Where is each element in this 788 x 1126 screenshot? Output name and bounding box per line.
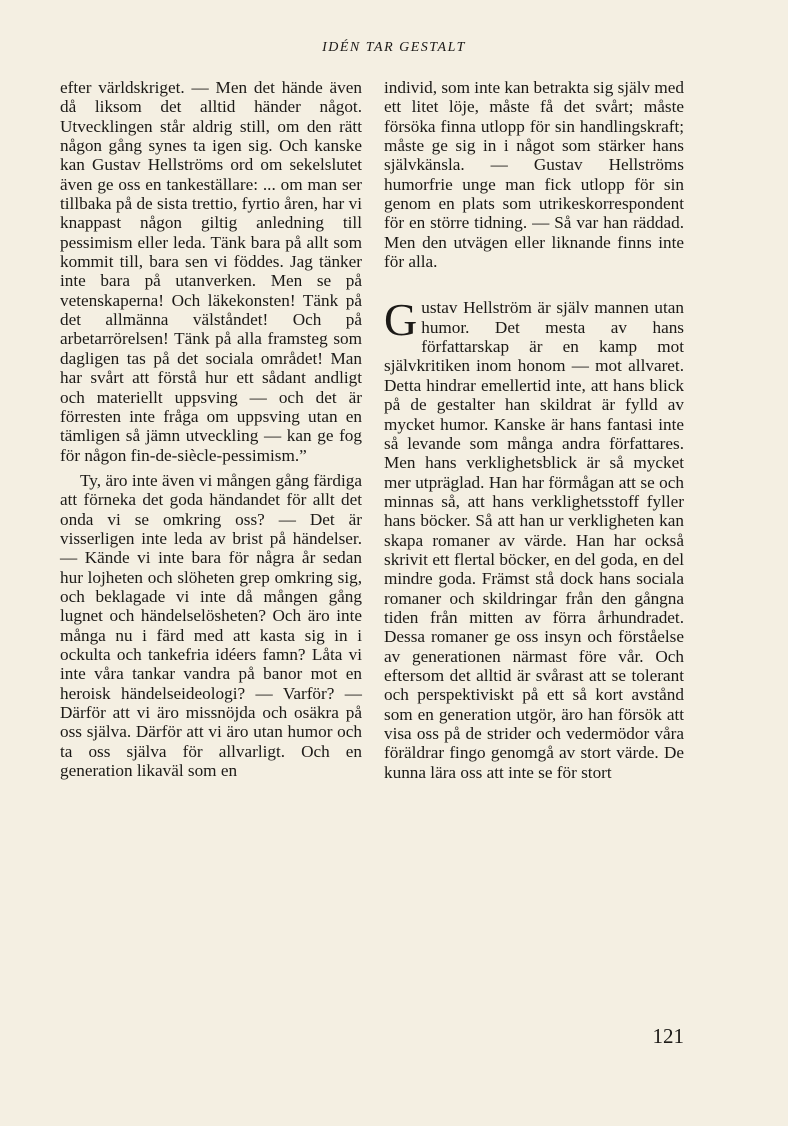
right-column [384, 78, 684, 782]
page-number: 121 [652, 1024, 684, 1048]
right-paragraph-2 [384, 294, 684, 782]
right-paragraph-2-text: ustav Hellström är själv mannen utan humor. Det mesta av hans författarskap är en kamp mot självkritiken inom honom — mot allvaret. Detta hindrar emellertid inte, att hans blick på de gestalter han skildrat är fylld av mycket humor. Kanske är hans fantasi inte så levande som många andra författares. Men hans verklighetsblick är så mycket mer utpräglad. Han har förmågan att se och minnas så, att hans verklighetsstoff fyller hans böcker. Så att han ur verkligheten kan skapa romaner av värde. Han har också skrivit ett flertal böcker, en del goda, en del mindre goda. Främst stå dock hans sociala romaner och skildringar från den gångna tiden från mitten av förra århundradet. Dessa romaner ge oss insyn och förståelse av generationen närmast före vår. Och eftersom det alltid är svårast att se tolerant och perspektiviskt på ett så kort avstånd som en generation utgör, äro han försök att visa oss på de strider och vedermödor våra föräldrar fingo genomgå av stort värde. De kunna lära oss att inte se för stort [384, 298, 684, 782]
right-paragraph-1: individ, som inte kan betrakta sig själv med ett litet löje, måste få det svårt; måste försöka finna utlopp för sin handlingskraft; måste ge sig in i något som stärker hans självkänsla. — Gustav Hellströms humorfrie unge man fick utlopp för sin genom en plats som utrikeskorrespondent för en större tidning. — Så var han räddad. Men den utvägen eller liknande finns inte för alla. [384, 78, 684, 272]
left-paragraph-2: Ty, äro inte även vi mången gång färdiga att förneka det goda händandet för allt det onda vi se omkring oss? — Det är visserligen inte leda av brist på händelser. — Kände vi inte bara för några år sedan hur lojheten och slöheten grep omkring sig, och beklagade vi inte då mången gång lugnet och händelselösheten? Och äro inte många nu i färd med att kasta sig in i ockulta och tankefria idéers famn? Låta vi inte våra tankar vandra på banor mot en heroisk händelseideologi? — Varför? — Därför att vi äro missnöjda och osäkra på oss själva. Därför att vi äro utan humor och ta oss själva för allvarligt. Och en generation likaväl som en [60, 470, 362, 781]
left-paragraph-1: efter världskriget. — Men det hände även då liksom det alltid händer något. Utvecklingen står aldrig still, om den rätt någon gång synes ta igen sig. Och kanske kan Gustav Hellströms ord om sekelslutet även ge oss en tankeställare: ... om man ser tillbaka på de sista trettio, fyrtio åren, har vi knappast någon giltig anledning till pessimism eller leda. Tänk bara på allt som kommit till, bara sen vi föddes. Jag tänker inte bara på utanverken. Men se på vetenskaperna! Och läkekonsten! Tänk på det allmänna välståndet! Och på arbetarrörelsen! Tänk på alla framsteg som dagligen tas på det sociala området! Man har svårt att förstå hur ett sådant andligt och materiellt uppsving — och det är förresten inte fråga om uppsving utan en tämligen så jämn utveckling — kan ge fog för någon fin-de-siècle-pessimism.” [60, 78, 362, 465]
left-column [60, 78, 362, 780]
running-head: IDÉN TAR GESTALT [322, 40, 466, 55]
drop-cap: G [384, 294, 418, 346]
